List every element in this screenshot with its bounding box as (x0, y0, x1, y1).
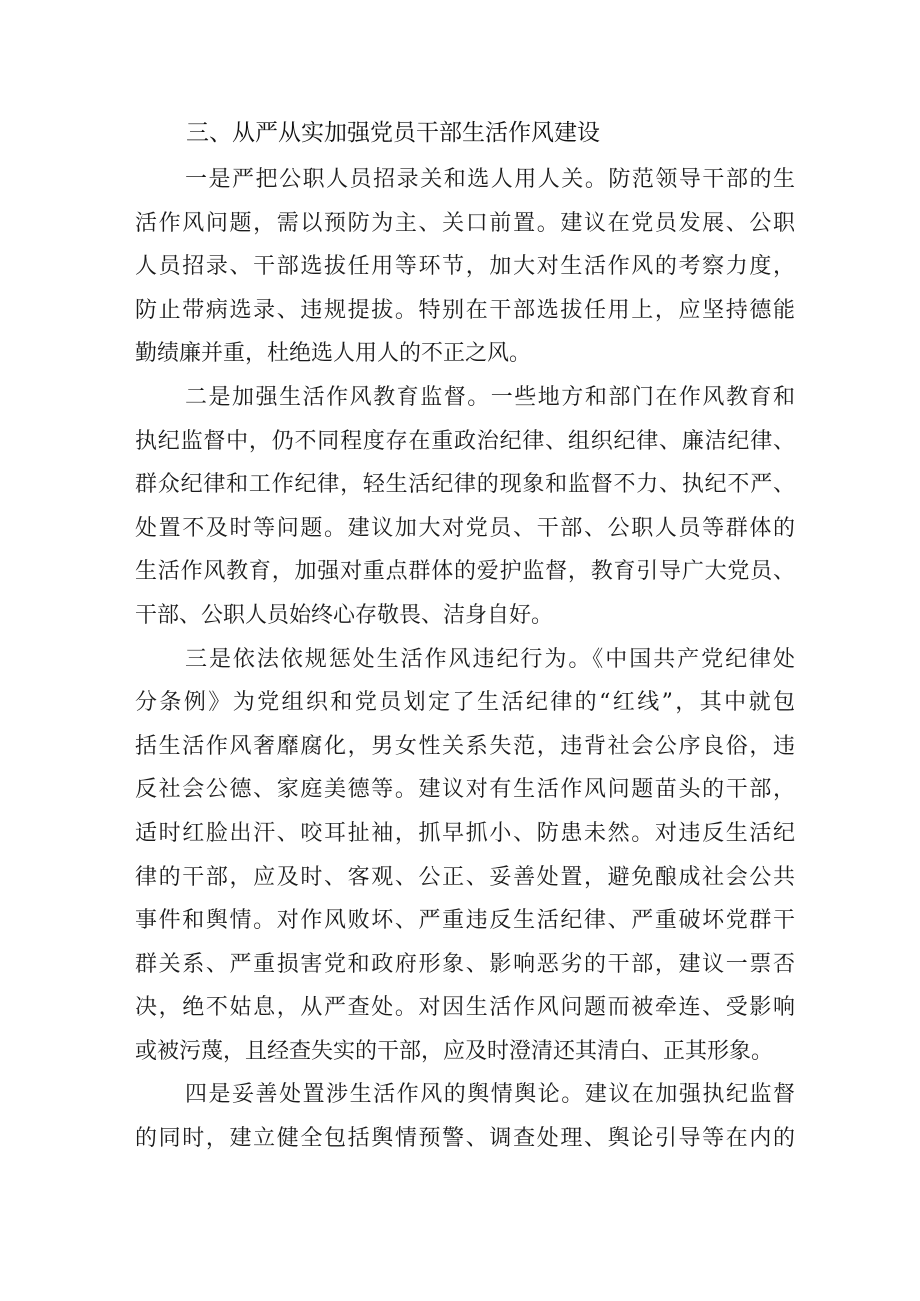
text-line: 二是加强生活作风教育监督。一些地方和部门在作风教育和 (185, 384, 795, 410)
text-line: 律的干部，应及时、客观、公正、妥善处置，避免酿成社会公共 (135, 864, 795, 890)
paragraph-3 (135, 638, 795, 1074)
text-line: 一是严把公职人员招录关和选人用人关。防范领导干部的生 (185, 167, 795, 192)
text-line: 干部、公职人员始终心存敬畏、洁身自好。 (135, 602, 554, 628)
text-line: 四是妥善处置涉生活作风的舆情舆论。建议在加强执纪监督 (185, 1082, 795, 1108)
text-line: 事件和舆情。对作风败坏、严重违反生活纪律、严重破坏党群干 (135, 908, 795, 934)
text-line: 群众纪律和工作纪律，轻生活纪律的现象和监督不力、执纪不严、 (135, 472, 795, 498)
paragraph-2 (135, 376, 795, 638)
text-line: 三是依法依规惩处生活作风违纪行为。《中国共产党纪律处 (185, 646, 795, 672)
text-line: 生活作风教育，加强对重点群体的爱护监督，教育引导广大党员、 (135, 559, 795, 585)
text-line: 适时红脸出汗、咬耳扯袖，抓早抓小、防患未然。对违反生活纪 (135, 820, 795, 846)
text-line: 执纪监督中，仍不同程度存在重政治纪律、组织纪律、廉洁纪律、 (135, 428, 795, 454)
text-line: 人员招录、干部选拔任用等环节，加大对生活作风的考察力度， (135, 254, 795, 280)
document-body (135, 158, 795, 1161)
text-line: 或被污蔑，且经查失实的干部，应及时澄清还其清白、正其形象。 (135, 1038, 774, 1064)
text-line: 群关系、严重损害党和政府形象、影响恶劣的干部，建议一票否 (135, 951, 795, 977)
section-heading: 三、从严从实加强党员干部生活作风建设 (186, 120, 600, 146)
text-line: 防止带病选录、违规提拔。特别在干部选拔任用上，应坚持德能 (135, 297, 795, 323)
paragraph-4 (135, 1073, 795, 1160)
text-line: 的同时，建立健全包括舆情预警、调查处理、舆论引导等在内的 (135, 1126, 795, 1152)
text-line: 括生活作风奢靡腐化，男女性关系失范，违背社会公序良俗，违 (135, 733, 795, 759)
paragraph-1 (135, 158, 795, 376)
text-line: 分条例》为党组织和党员划定了生活纪律的“红线”，其中就包 (135, 690, 795, 716)
text-line: 决，绝不姑息，从严查处。对因生活作风问题而被牵连、受影响 (135, 995, 795, 1021)
text-line: 活作风问题，需以预防为主、关口前置。建议在党员发展、公职 (135, 210, 795, 236)
text-line: 处置不及时等问题。建议加大对党员、干部、公职人员等群体的 (135, 515, 795, 541)
text-line: 反社会公德、家庭美德等。建议对有生活作风问题苗头的干部， (135, 777, 795, 803)
text-line: 勤绩廉并重，杜绝选人用人的不正之风。 (135, 341, 532, 367)
